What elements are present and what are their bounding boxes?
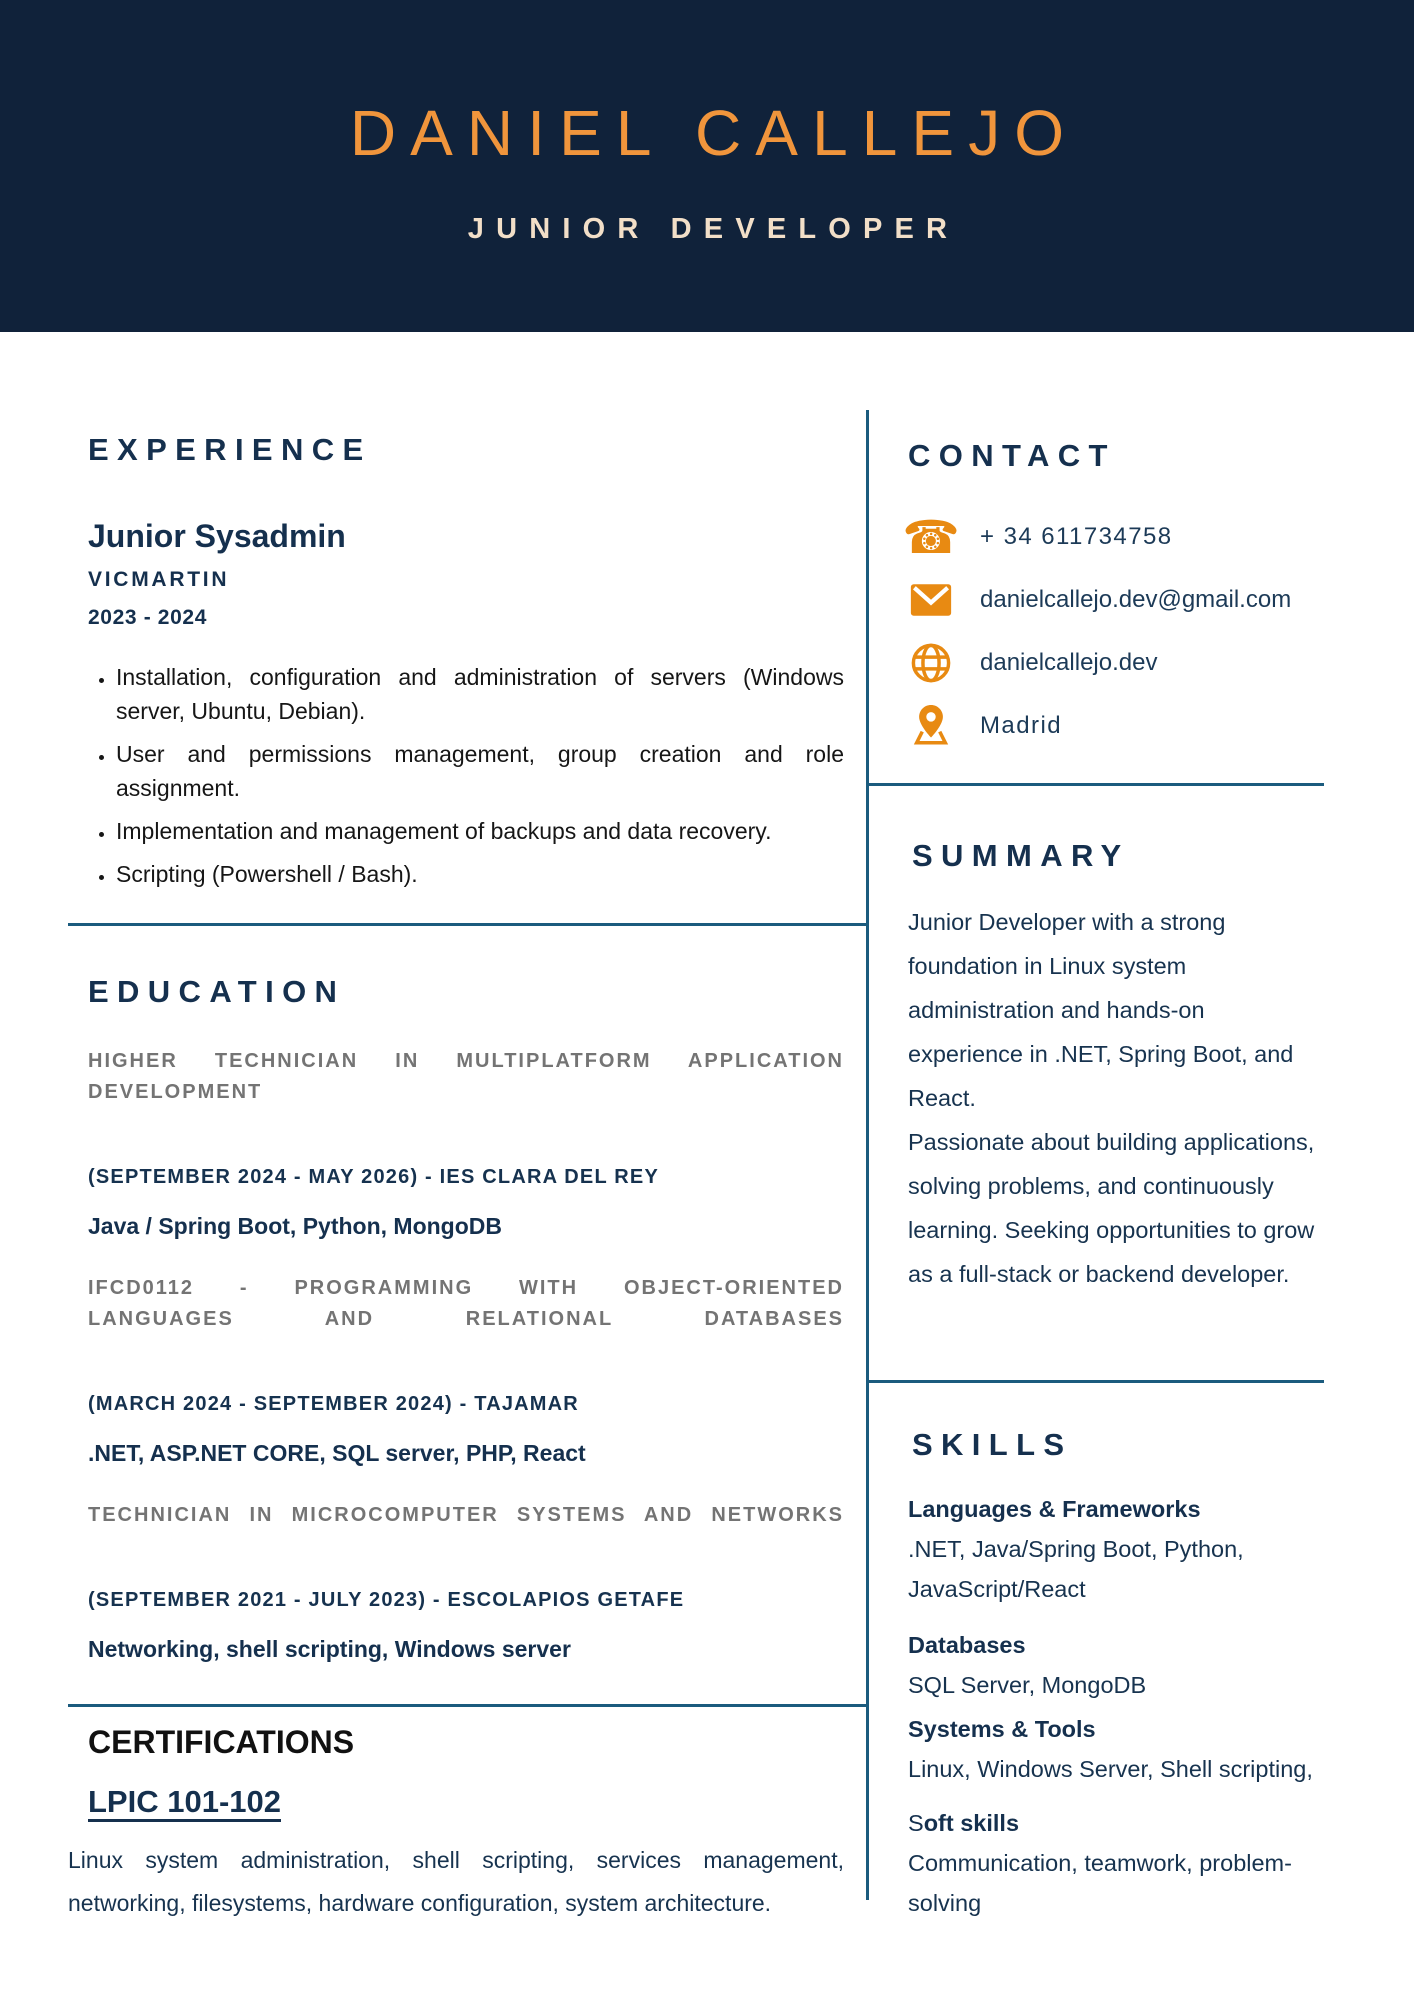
skills-heading: SKILLS (912, 1427, 1073, 1462)
certifications-heading: CERTIFICATIONS (88, 1724, 355, 1760)
education-period-school: (SEPTEMBER 2021 - JULY 2023) - ESCOLAPIOS GETAFE (88, 1589, 685, 1611)
skill-group-soft-skills (908, 1803, 1324, 1923)
skill-group-text: .NET, Java/Spring Boot, Python, JavaScript/React (908, 1536, 1244, 1602)
skill-group-systems-tools (908, 1709, 1324, 1789)
education-heading: EDUCATION (88, 974, 346, 1009)
right-column (869, 332, 1324, 1923)
person-name: DANIEL CALLEJO (349, 97, 1079, 169)
education-degree: HIGHER TECHNICIAN IN MULTIPLATFORM APPLICATION DEVELOPMENT (88, 1050, 844, 1103)
skill-group-databases (908, 1625, 1324, 1705)
skill-group-label: Databases (908, 1632, 1026, 1658)
phone-icon: ☎ (902, 510, 960, 564)
experience-bullet: • Installation, configuration and administration of servers (Windows server, Ubuntu, Debian). (116, 660, 844, 728)
contact-item-email (908, 577, 1324, 623)
summary-heading: SUMMARY (912, 838, 1130, 873)
experience-company: VICMARTIN (88, 568, 230, 591)
summary-text (869, 900, 1324, 1296)
education-period-school: (SEPTEMBER 2024 - MAY 2026) - IES CLARA DEL REY (88, 1166, 659, 1188)
certification-description: Linux system administration, shell scripting, services management, networking, filesystems, hardware configuration, system architecture. (68, 1847, 844, 1916)
contact-item-website (908, 640, 1324, 686)
left-column (68, 332, 868, 1925)
summary-section-divider (869, 1380, 1324, 1383)
contact-item-phone (902, 510, 1324, 564)
skill-group-label: Soft skills (908, 1810, 1020, 1836)
experience-heading: EXPERIENCE (88, 432, 372, 467)
contact-heading: CONTACT (908, 438, 1116, 473)
contact-list (869, 510, 1324, 749)
person-job-title: JUNIOR DEVELOPER (467, 213, 960, 245)
experience-section-divider (68, 923, 868, 926)
education-period-school: (MARCH 2024 - SEPTEMBER 2024) - TAJAMAR (88, 1393, 579, 1415)
skill-group-label: Languages & Frameworks (908, 1496, 1201, 1522)
skill-group-text: Communication, teamwork, problem-solving (908, 1850, 1292, 1916)
experience-bullet-list (68, 660, 844, 891)
email-icon (908, 577, 954, 623)
education-technologies: Networking, shell scripting, Windows server (88, 1636, 571, 1662)
contact-item-location (908, 703, 1324, 749)
contact-website-text: danielcallejo.dev (980, 649, 1158, 676)
education-degree: TECHNICIAN IN MICROCOMPUTER SYSTEMS AND NETWORKS (88, 1504, 844, 1526)
skill-group-text: SQL Server, MongoDB (908, 1672, 1147, 1698)
skill-group-languages-frameworks (908, 1489, 1324, 1609)
certifications-section-divider (68, 1704, 868, 1707)
contact-phone-text: + 34 611734758 (980, 523, 1173, 550)
contact-section-divider (869, 783, 1324, 786)
globe-icon (908, 640, 954, 686)
experience-bullet: • Scripting (Powershell / Bash). (116, 857, 844, 891)
summary-paragraph: Passionate about building applications, solving problems, and continuously learning. Seeking opportunities to grow as a full-stack or backend developer. (908, 1129, 1315, 1287)
education-technologies: .NET, ASP.NET CORE, SQL server, PHP, React (88, 1440, 586, 1466)
header-band (0, 0, 1414, 332)
experience-dates: 2023 - 2024 (88, 606, 208, 629)
summary-paragraph: Junior Developer with a strong foundation in Linux system administration and hands-on experience in .NET, Spring Boot, and React. (908, 909, 1294, 1111)
certification-link[interactable]: LPIC 101-102 (88, 1784, 281, 1819)
experience-bullet: • Implementation and management of backups and data recovery. (116, 814, 844, 848)
location-icon (908, 703, 954, 749)
contact-email-text: danielcallejo.dev@gmail.com (980, 586, 1292, 613)
skill-group-label: Systems & Tools (908, 1716, 1096, 1742)
education-technologies: Java / Spring Boot, Python, MongoDB (88, 1213, 502, 1239)
experience-bullet: • User and permissions management, group creation and role assignment. (116, 737, 844, 805)
experience-job-title: Junior Sysadmin (88, 518, 346, 554)
skills-list (869, 1489, 1324, 1923)
education-degree: IFCD0112 - PROGRAMMING WITH OBJECT-ORIENTED LANGUAGES AND RELATIONAL DATABASES (88, 1277, 844, 1330)
skill-group-text: Linux, Windows Server, Shell scripting, (908, 1756, 1313, 1782)
contact-location-text: Madrid (980, 712, 1062, 739)
